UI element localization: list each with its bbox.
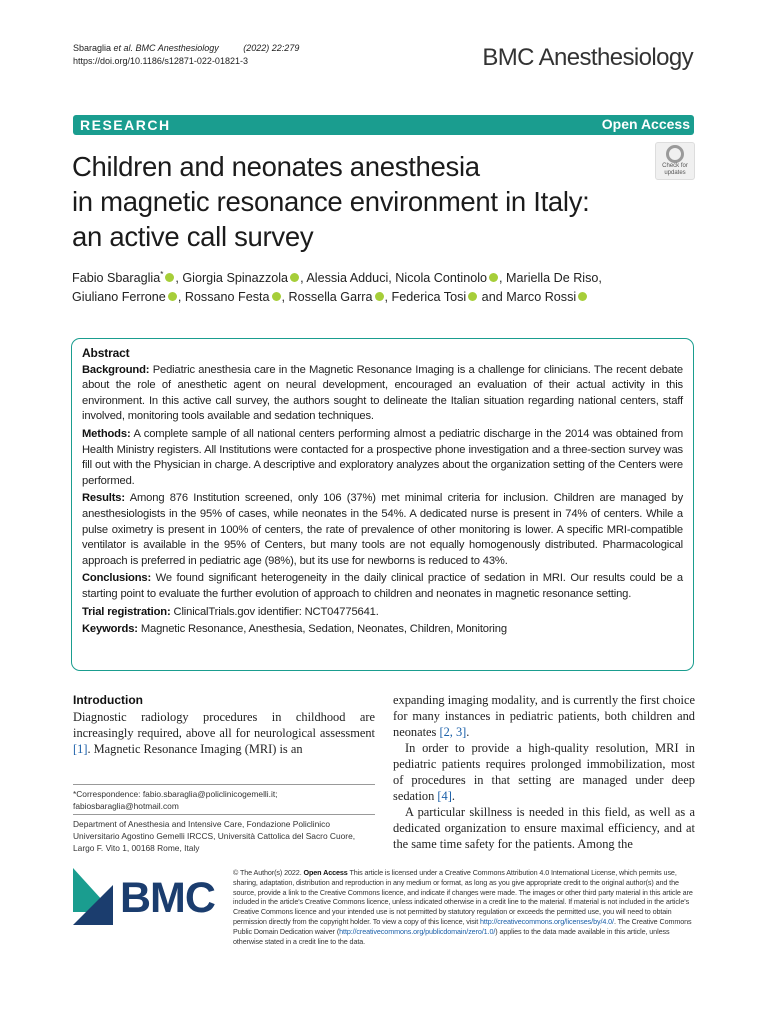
section-text: We found significant heterogeneity in the daily clinical practice of sedation in MRI. Our results could be a starting point to evaluate the further evolution of approach to children and neonates in magnetic resonance setting.	[82, 572, 683, 600]
abstract-background	[82, 363, 683, 425]
author-separator: and	[478, 290, 507, 304]
author[interactable]: Federica Tosi	[391, 290, 467, 304]
author-separator: ,	[499, 271, 507, 285]
bmc-logo	[73, 868, 215, 926]
logo-triangle-icon	[73, 885, 113, 925]
author-separator: ,	[388, 271, 396, 285]
license-statement	[233, 868, 695, 946]
paragraph-text: .	[451, 789, 455, 803]
check-updates-line2: updates	[664, 169, 686, 176]
correspondence-footnote: *Correspondence: fabio.sbaraglia@policlinicogemelli.it; fabiosbaraglia@hotmail.com	[73, 789, 278, 811]
citation-journal: et al. BMC Anesthesiology	[113, 43, 219, 53]
orcid-icon[interactable]	[168, 292, 177, 301]
section-label: Background:	[82, 363, 150, 376]
author-separator: ,	[281, 290, 289, 304]
running-header	[73, 42, 299, 68]
orcid-icon[interactable]	[165, 273, 174, 282]
introduction-heading: Introduction	[73, 693, 143, 707]
intro-paragraph	[393, 692, 695, 740]
check-updates-line1: Check for	[662, 163, 688, 169]
license-text: This article is licensed under a Creative Commons Attribution 4.0 International License, which permits use, sharing, adaptation, distribution and reproduction in any medium or format, as long as you give appropriate credit to the original author(s) and the source, provide a link to the Creative Commons licence, and indicate if changes were made. The images or other third party material in this article are included in the article's Creative Commons licence, unless indicated otherwise in a credit line to the material. If material is not included in the article's Creative Commons licence and your intended use is not permitted by statutory regulation or exceeds the permitted use, you will need to obtain permission directly from the copyright holder. To view a copy of this licence, visit	[233, 868, 693, 926]
section-label: Keywords:	[82, 623, 138, 636]
orcid-icon[interactable]	[578, 292, 587, 301]
author[interactable]: Rossella Garra	[288, 290, 373, 304]
author[interactable]: Nicola Continolo	[395, 271, 488, 285]
section-text: Among 876 Institution screened, only 106 (37%) met minimal criteria for inclusion. Children are managed by anesthesiologists in the 95% of cases, while neonates in the 54%. A dedicated nurse is present in 74% of centers. While a pulse oximetry is present in 100% of centers, the rate of prevalence of other monitoring is lower. A specific MRI-compatible ventilator is available in the 95% of Centers, but many tools are not equally homogenously distributed. Pharmacological approach is preferred in pediatric age (98%), but its use for newborns is reduced to 43%.	[82, 492, 684, 567]
check-for-updates-badge[interactable]	[655, 142, 695, 180]
section-label: RESEARCH	[80, 117, 171, 133]
author-separator: ,	[598, 271, 602, 285]
section-text: Magnetic Resonance, Anesthesia, Sedation, Neonates, Children, Monitoring	[140, 623, 507, 636]
orcid-icon[interactable]	[272, 292, 281, 301]
open-access-bold: Open Access	[303, 868, 348, 877]
orcid-icon[interactable]	[468, 292, 477, 301]
citation-author: Sbaraglia	[73, 43, 112, 53]
section-label: Results:	[82, 492, 125, 505]
section-label: Conclusions:	[82, 572, 152, 585]
abstract-keywords	[82, 622, 683, 638]
doi-link[interactable]: https://doi.org/10.1186/s12871-022-01821-3	[73, 56, 248, 66]
section-text: A complete sample of all national centers performing almost a pediatric discharge in the 2014 was obtained from Health Ministry registers. All Institutions were contacted for a prospective phone investigation and a three-section survey was fill out with the Physician in charge. A descriptive and exploratory analyzes about the organization setting of the Centers were performed.	[82, 427, 683, 487]
license-text: . The Creative Commons Public Domain Dedication waiver (	[233, 916, 692, 936]
abstract-heading: Abstract	[82, 346, 130, 360]
license-text: ) applies to the data made available in this article, unless otherwise stated in a credit line to the data.	[233, 926, 670, 946]
abstract-conclusions	[82, 571, 683, 602]
journal-name: BMC Anesthesiology	[482, 44, 693, 71]
author[interactable]: Fabio Sbaraglia	[72, 271, 161, 285]
intro-paragraph	[393, 740, 695, 804]
corresponding-mark: *	[160, 270, 164, 279]
author-list	[72, 265, 697, 307]
orcid-icon[interactable]	[489, 273, 498, 282]
title-line-3: an active call survey	[72, 221, 314, 252]
author[interactable]: Mariella De Riso	[506, 271, 599, 285]
license-link[interactable]: http://creativecommons.org/licenses/by/4.0/	[480, 916, 614, 926]
author-separator: ,	[384, 290, 392, 304]
abstract-methods	[82, 427, 683, 489]
orcid-icon[interactable]	[375, 292, 384, 301]
reference-link[interactable]: [2, 3]	[439, 725, 467, 739]
body-column-right	[393, 692, 695, 852]
section-label: Trial registration:	[82, 605, 171, 618]
logo-wordmark: BMC	[120, 874, 215, 922]
author[interactable]: Alessia Adduci	[306, 271, 389, 285]
paragraph-text: .	[466, 725, 470, 739]
author[interactable]: Rossano Festa	[184, 290, 270, 304]
author-separator: ,	[300, 271, 307, 285]
intro-paragraph: A particular skillness is needed in this field, as well as a dedicated organization to ensure maximal efficiency, and at the same time safety for the patients. Among the	[393, 805, 695, 851]
reference-link[interactable]: [4]	[437, 789, 452, 803]
paragraph-text: . Magnetic Resonance Imaging (MRI) is an	[87, 742, 303, 756]
body-column-left	[73, 692, 375, 757]
section-banner	[73, 115, 694, 135]
public-domain-link[interactable]: http://creativecommons.org/publicdomain/zero/1.0/	[339, 926, 496, 936]
footnote-divider	[73, 814, 375, 815]
author-separator: ,	[175, 271, 183, 285]
affiliation-footnote: Department of Anesthesia and Intensive Care, Fondazione Policlinico Universitario Agostino Gemelli IRCCS, Università Cattolica del Sacro Cuore, Largo F. Vito 1, 00168 Rome, Italy	[73, 819, 356, 853]
paragraph-text: In order to provide a high-quality resolution, MRI in pediatric patients requires prolonged immobilization, most of procedures in that setting are managed under deep sedation	[393, 741, 695, 803]
section-text: ClinicalTrials.gov identifier: NCT04775641.	[173, 605, 379, 618]
open-access-label: Open Access	[601, 116, 690, 132]
paragraph-text: expanding imaging modality, and is currently the first choice for many instances in pediatric patients, both children and neonates	[393, 693, 695, 739]
author-separator: ,	[177, 290, 185, 304]
abstract-results	[82, 491, 683, 569]
author[interactable]: Marco Rossi	[506, 290, 577, 304]
author[interactable]: Giorgia Spinazzola	[182, 271, 289, 285]
check-updates-icon	[666, 145, 684, 163]
footnote-divider	[73, 784, 375, 785]
section-label: Methods:	[82, 427, 131, 440]
copyright-text: © The Author(s) 2022.	[233, 868, 302, 877]
reference-link[interactable]: [1]	[73, 742, 88, 756]
citation-year-volume: (2022) 22:279	[243, 43, 300, 53]
paragraph-text: Diagnostic radiology procedures in childhood are increasingly required, above all for neurological assessment	[73, 710, 375, 740]
article-title	[72, 149, 652, 254]
abstract-trial-registration	[82, 605, 683, 621]
title-line-1: Children and neonates anesthesia	[72, 151, 480, 182]
section-text: Pediatric anesthesia care in the Magnetic Resonance Imaging is a challenge for clinicians. The recent debate about the role of anesthetic agent on neural development, encouraged an evaluation of their actual activity in this environment. In this active call survey, the authors sought to delineate the Italian situation regarding national centers, staff involved, monitoring tools available and sedation techniques.	[82, 363, 683, 423]
intro-paragraph	[73, 709, 375, 757]
orcid-icon[interactable]	[290, 273, 299, 282]
abstract-box	[71, 338, 694, 671]
citation-line	[73, 42, 299, 55]
title-line-2: in magnetic resonance environment in Italy:	[72, 186, 590, 217]
author[interactable]: Giuliano Ferrone	[72, 290, 166, 304]
